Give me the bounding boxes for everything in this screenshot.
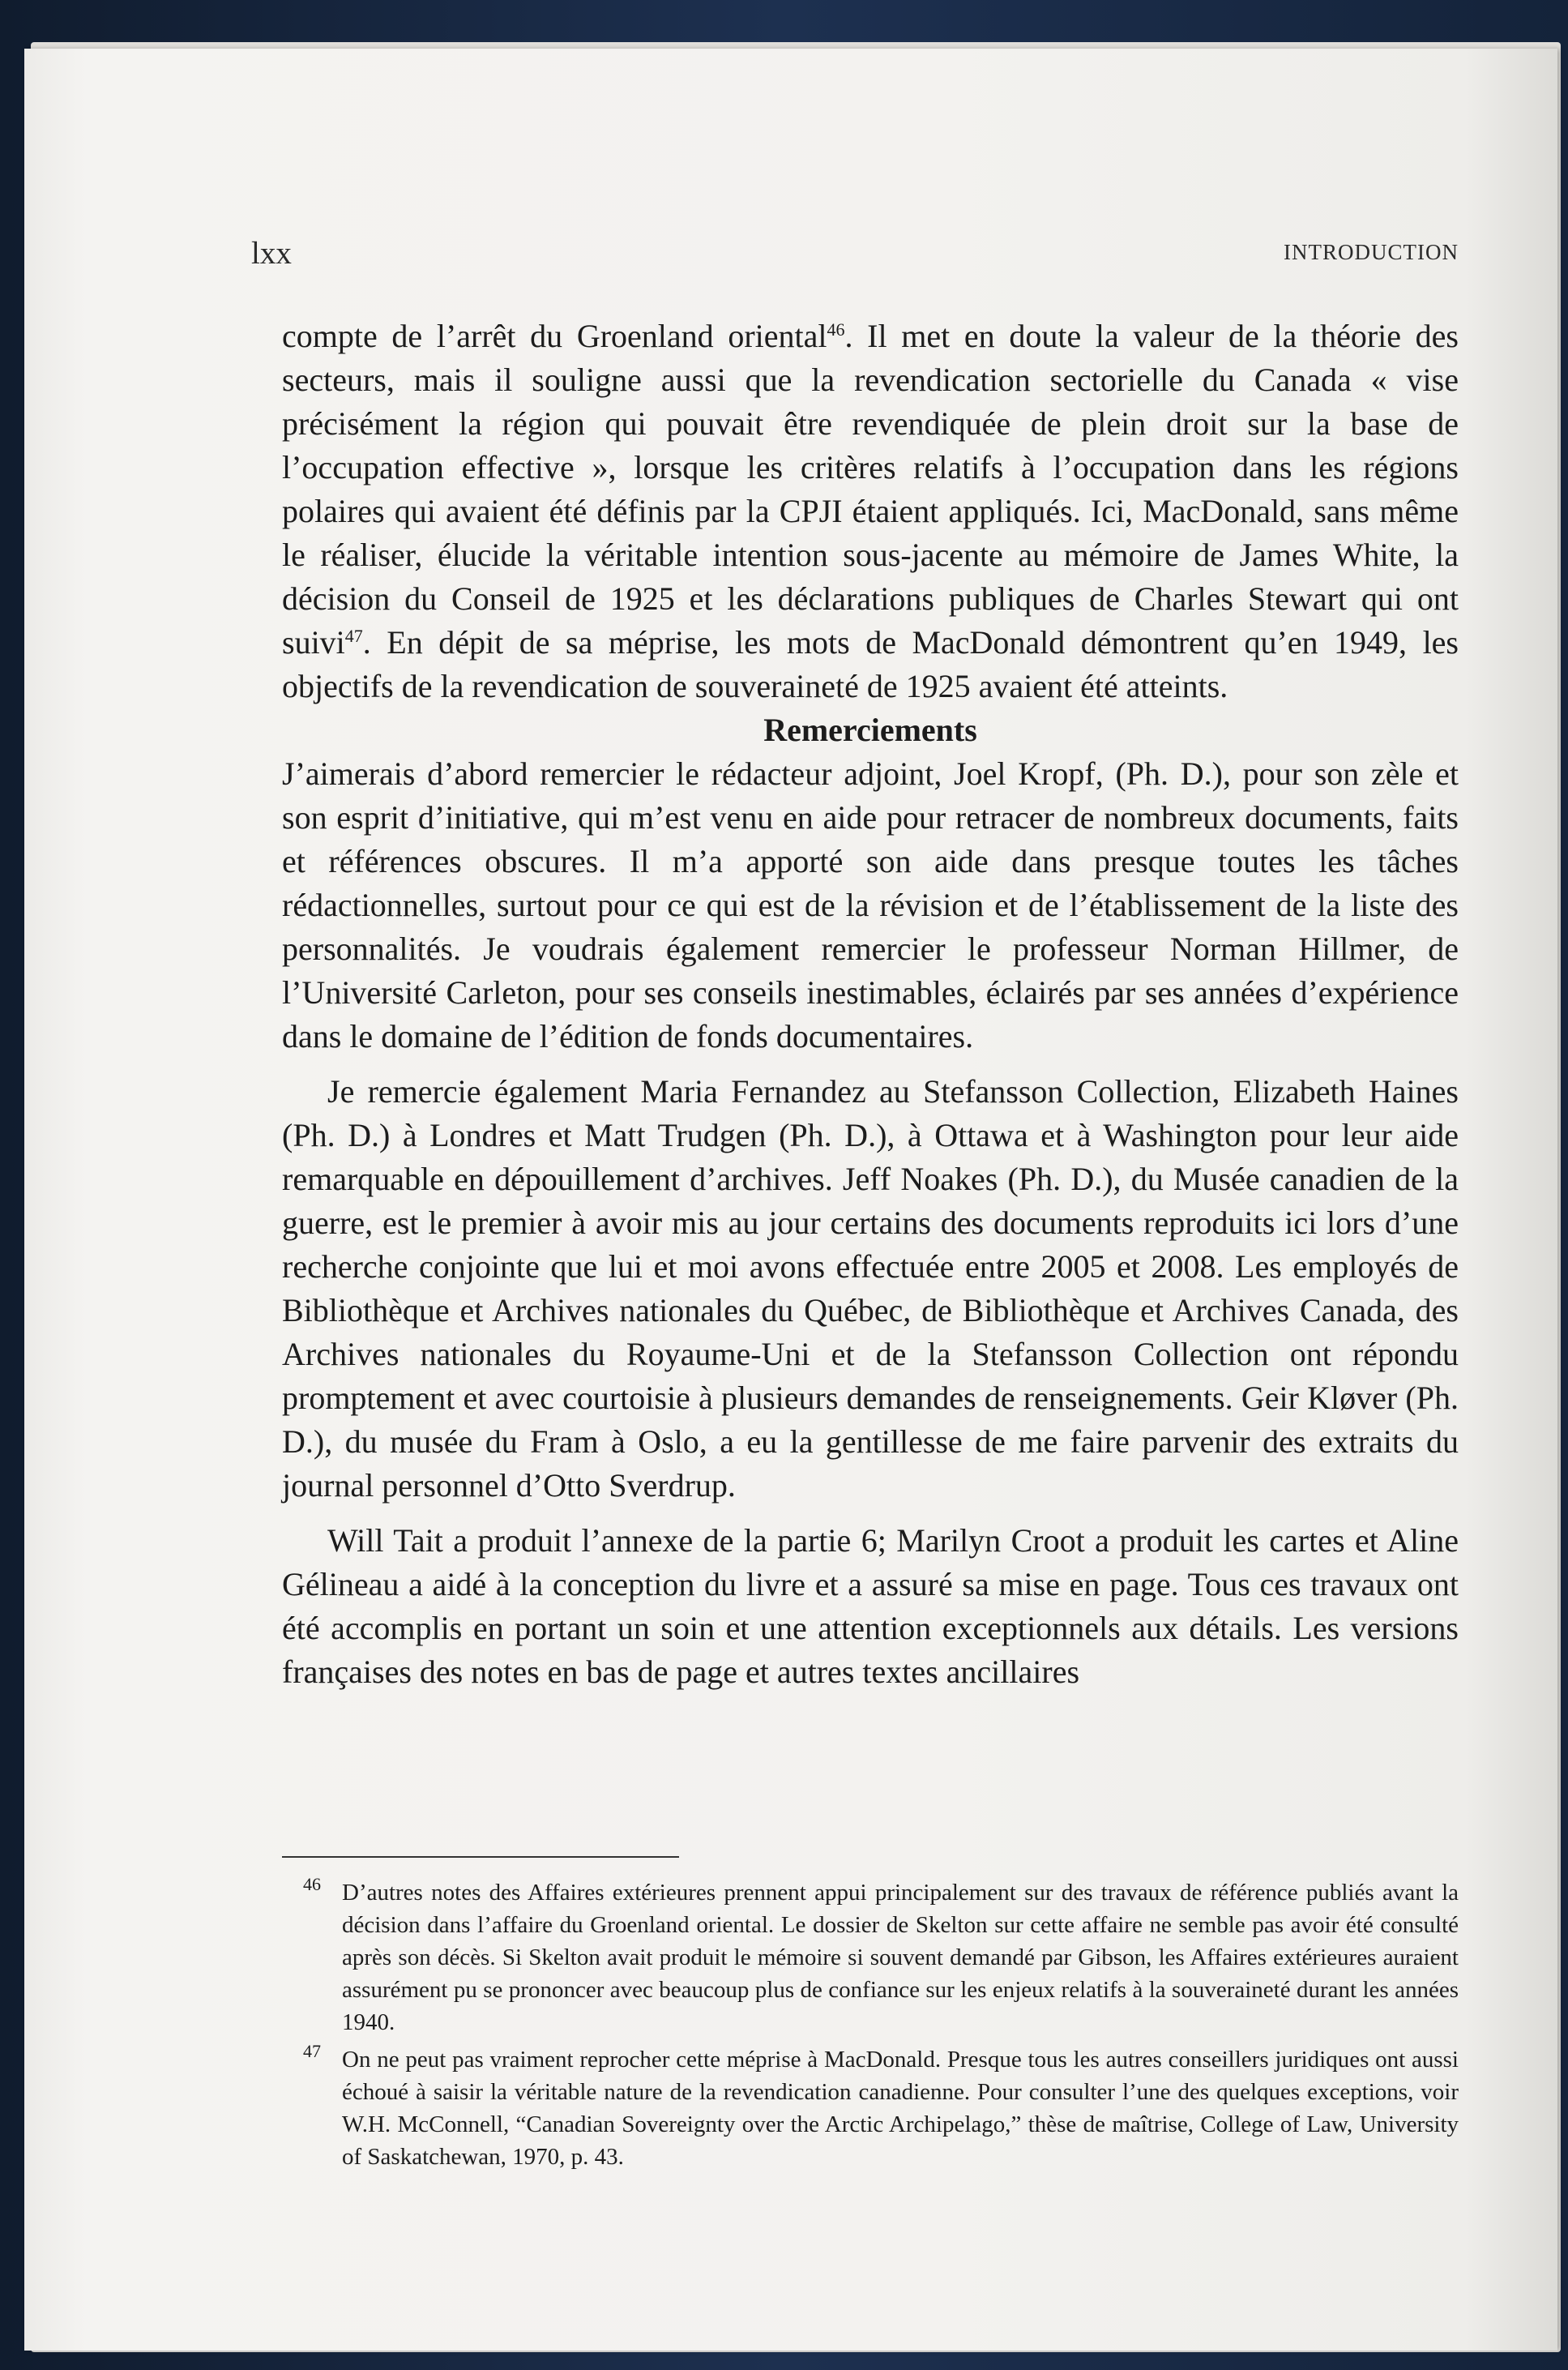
paragraph-1-part-b: . Il met en doute la valeur de la théorie des secteurs, mais il souligne aussi que la revendication sectorielle du Canada « vise précisément la région qui pouvait être revendiquée de plein droit sur la base de l’occupation effective », lorsque les critères relatifs à l’occupation dans les régions polaires qui avaient été définis par la CPJI étaient appliqués. Ici, MacDonald, sans même le réaliser, élucide la véritable intention sous-jacente au mémoire de James White, la décision du Conseil de 1925 et les déclarations publiques de Charles Stewart qui ont suivi (282, 318, 1459, 661)
paragraph-4: Will Tait a produit l’annexe de la partie 6; Marilyn Croot a produit les cartes et Aline Gélineau a aidé à la conception du livre et a assuré sa mise en page. Tous ces travaux ont été accomplis en portant un soin et une attention exceptionnels aux détails. Les versions françaises des notes en bas de page et autres textes ancillaires (282, 1522, 1459, 1690)
paragraph-1 (282, 314, 1459, 708)
paragraph-1-part-c: . En dépit de sa méprise, les mots de MacDonald démontrent qu’en 1949, les objectifs de la revendication de souveraineté de 1925 avaient été atteints. (282, 624, 1459, 704)
footnote-number: 47 (303, 2041, 321, 2061)
footnote-number: 46 (303, 1874, 321, 1894)
paragraph-3: Je remercie également Maria Fernandez au Stefansson Collection, Elizabeth Haines (Ph. D.) à Londres et Matt Trudgen (Ph. D.), à Ottawa et à Washington pour leur aide remarquable en dépouillement d’archives. Jeff Noakes (Ph. D.), du Musée canadien de la guerre, est le premier à avoir mis au jour certains des documents reproduits ici lors d’une recherche conjointe que lui et moi avons effectuée entre 2005 et 2008. Les employés de Bibliothèque et Archives nationales du Québec, de Bibliothèque et Archives Canada, des Archives nationales du Royaume-Uni et de la Stefansson Collection ont répondu promptement et avec courtoisie à plusieurs demandes de renseignements. Geir Kløver (Ph. D.), du musée du Fram à Oslo, a eu la gentillesse de me faire parvenir des extraits du journal personnel d’Otto Sverdrup. (282, 1073, 1459, 1504)
paragraph-2: J’aimerais d’abord remercier le rédacteur adjoint, Joel Kropf, (Ph. D.), pour son zèle et son esprit d’initiative, qui m’est venu en aide pour retracer de nombreux documents, faits et références obscures. Il m’a apporté son aide dans presque toutes les tâches rédactionnelles, surtout pour ce qui est de la révision et de l’établissement de la liste des personnalités. Je voudrais également remercier le professeur Norman Hillmer, de l’Université Carleton, pour ses conseils inestimables, éclairés par ses années d’expérience dans le domaine de l’édition de fonds documentaires. (282, 755, 1459, 1055)
section-heading: Remerciements (763, 712, 977, 748)
footnote-ref-47: 47 (344, 626, 363, 646)
paragraph-1-part-a: compte de l’arrêt du Groenland oriental (282, 318, 827, 354)
body-text (282, 314, 1459, 1694)
page-number: lxx (251, 236, 292, 271)
footnote-text: On ne peut pas vraiment reprocher cette méprise à MacDonald. Presque tous les autres conseillers juridiques ont aussi échoué à saisir la véritable nature de la revendication canadienne. Pour consulter l’une des quelques exceptions, voir W.H. McConnell, “Canadian Sovereignty over the Arctic Archipelago,” thèse de maîtrise, College of Law, University of Saskatchewan, 1970, p. 43. (342, 2047, 1459, 2170)
footnote-46 (305, 1876, 1459, 2038)
section-title: INTRODUCTION (1284, 240, 1459, 264)
footnote-47 (305, 2043, 1459, 2173)
running-head (251, 235, 1459, 276)
footnote-ref-46: 46 (827, 319, 845, 340)
footnote-divider (282, 1856, 679, 1858)
footnote-text: D’autres notes des Affaires extérieures prennent appui principalement sur des travaux de référence publiés avant la décision dans l’affaire du Groenland oriental. Le dossier de Skelton sur cette affaire ne semble pas avoir été consulté après son décès. Si Skelton avait produit le mémoire si souvent demandé par Gibson, les Affaires extérieures auraient assurément pu se prononcer avec beaucoup plus de confiance sur les enjeux relatifs à la souveraineté durant les années 1940. (342, 1880, 1459, 2035)
footnotes (305, 1876, 1459, 2178)
